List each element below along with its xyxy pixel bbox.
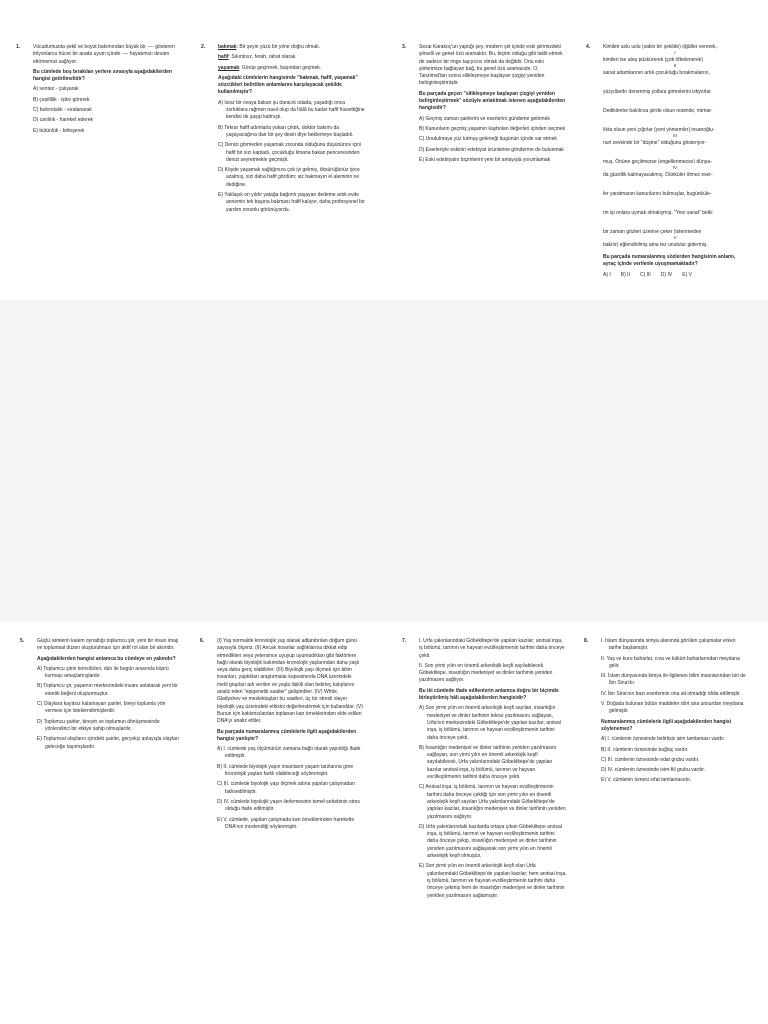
roman-numeral: III xyxy=(673,133,677,138)
numbered-sentences xyxy=(601,638,747,716)
question-number: 7. xyxy=(402,638,407,644)
option-d[interactable]: D) IV xyxy=(660,272,673,278)
question-stem: Bu cümlede boş bırakılan yerlere sırasıyla aşağıdakilerden hangisi getirilmelidir? xyxy=(33,68,172,83)
definition-word: yaşamak xyxy=(218,64,240,71)
question-stem: Bu parçada numaralanmış cümlelerle ilgili aşağıdakilerden hangisi yanlıştır? xyxy=(217,728,357,742)
definition-word: bakmak xyxy=(218,44,237,50)
question-stem: Bu parçada geçen "silikleşmeye başlayan çizgiyi yeniden belirginleştirmek" sözüyle anlatılmak istenen aşağıdakilerden hangisidir? xyxy=(419,90,566,112)
option-b[interactable]: B) II. cümlenin öznesinde bağlaç vardır. xyxy=(601,746,689,753)
question-number: 3. xyxy=(402,44,407,50)
answer-options xyxy=(603,272,747,279)
option-b[interactable]: B) II. cümlede biyolojik yaşın insanların yaşam tarzlarına göre kronolojik yaştan farklı olabileceği söylenmiştir. xyxy=(217,763,354,778)
answer-options xyxy=(218,100,366,214)
question-number: 4. xyxy=(586,44,591,50)
option-e[interactable]: E) V. cümlede, yapılan çalışmada kan örneklerinden hareketle DNA'nın incelendiği söylenmiştir. xyxy=(217,816,355,830)
option-e[interactable]: E) bütünlük - birleşerek xyxy=(33,127,85,134)
question-stem: Bu iki cümlede ifade edilenlerin anlamca doğru bir biçimde birleştirilmiş hâli aşağıdakilerden hangisidir? xyxy=(419,687,559,702)
question-stem: Aşağıdakilerden hangisi anlamca bu cümleye en yakındır? xyxy=(37,655,176,662)
option-d[interactable]: D) IV. cümlenin öznesinde isim-fiil grubu vardır. xyxy=(601,767,706,774)
option-d[interactable]: D) Eserleriyle eskinin edebiyat ürünlerine gönderme de bulunmak xyxy=(419,146,564,153)
definition-word: hafif xyxy=(218,54,229,61)
option-c[interactable]: C) farkındalık - sıralanarak xyxy=(33,107,92,114)
option-a[interactable]: A) Issız bir ovaya bakan şu daracık odada, yaşadığı onca zorluklara rağmen nasıl olup da hâlâ bu kadar hafif hissettiğine kendisi de şaşıp kalmıştı. xyxy=(218,99,365,121)
sentence-4: IV. İbn Sina'nın bazı eserlerinin ona ait olmadığı iddia edilmiştir. xyxy=(601,690,741,697)
sentence-3: III. İslam dünyasında kimya ile ilgilenen bilim insanlarından biri de İbn Sina'dır. xyxy=(601,673,746,687)
option-d[interactable]: D) canlılık - hareket ederek xyxy=(33,117,94,124)
option-a[interactable]: A) Geçmiş zaman şairlerini ve eserlerini gündeme getirmek xyxy=(419,115,550,122)
answer-options xyxy=(419,705,567,899)
answer-options xyxy=(601,736,747,784)
question-7 xyxy=(402,638,567,903)
question-2 xyxy=(201,44,366,217)
option-c[interactable]: C) Denizi görmeden yaşamak zorunda olduğunu düşününce içini hafif bir sızı kapladı, çocukluğu limana bakan penceresinden denizi seyretmekle geçmişti. xyxy=(218,142,362,163)
sentence-1: I. İslam dünyasında simya alanında görülen çalışmalar erken tarihe başlamıştır. xyxy=(601,638,736,652)
option-c[interactable]: C) III xyxy=(639,272,651,278)
option-d[interactable]: D) IV. cümlede biyolojik yaşın ilerlemesinin temel sebebinin stres olduğu ifade edilmiştir. xyxy=(217,798,360,813)
option-a[interactable]: A) Son yirmi yılın en önemli arkeolojik keşfi sayılan, insanlığın medeniyet ve dinler tarihinin tekrar yazılmasını sağlayan, Urfa'nın merkezindeki Göbeklitepe'de yapılan kazılar; anıtsal inşa, iş bölümü, tarımın ve hayvan evcilleştirmenin tarihini daha önceye çekti. xyxy=(419,705,561,741)
roman-numeral: I xyxy=(674,50,676,55)
passage: Kimileri uslu uslu (sakin bir şekilde) öğütler vererek, I kimileri ise ateş püskürerek (çok öfkelenerek) II sanat adamlarının artık çocukluğu bırakmalarını, yüzyıllardır denenmiş yollara girmelerini istiyorlar. Dediklerine bakılırsa şiirde olsun resimde, mimar- lıkta olsun yeni çığırlar (yeni yöntemler) insanoğlu- III nun zevkinde bir "düşme" olduğunu gösteriyor- muş. Önüne geçilmezse (engellenmezse) dünya- IV da güzellik kalmayacakmış. Dünküler ölmez eser- ler yaratmanın kanunlarını bulmuşlar, bugünküle- rin işi onlara uymak olmalıymış. "Yeni sanat" belki bir zaman gözleri üzerine çeker (istenmeden V bakılır) eğlendirilmiş ama tez unutulur gidermiş. xyxy=(603,44,747,249)
option-a[interactable]: A) I. cümlenin öznesinde belirtisiz isim tamlaması vardır. xyxy=(601,736,726,743)
option-d[interactable]: D) Köyde yaşamak sağlığınıza çok iyi gelmiş, öksürüğünüz iyice azalmış, sizi daha hafif gördüm; siz bakmayın el aleminin ne dediğine. xyxy=(218,167,360,188)
option-b[interactable]: B) II xyxy=(620,272,630,278)
option-e[interactable]: E) Eski edebiyatın biçimlerini yeni bir anlayışla yorumlamak xyxy=(419,156,551,163)
definition-2: hafif: Sıkıntısız, ferah, rahat olarak. xyxy=(218,54,297,61)
roman-numeral: V xyxy=(673,235,677,240)
answer-options xyxy=(217,746,363,831)
option-a[interactable]: A) Toplumcu şiirin temsilcileri, dün ile bugün arasında köprü kurmayı amaçlamışlardır. xyxy=(37,665,169,680)
question-text: Güçlü isimlerin kalem oynattığı toplumcu şiir, yeni bir insan imajı ve toplumsal düzen oluşturulması için aktif rol alan bir akımdır. xyxy=(37,638,179,652)
question-number: 6. xyxy=(200,638,205,644)
statement-1: I. Urfa yakınlarındaki Göbeklitepe'de yapılan kazılar; anıtsal inşa, iş bölümü, tarımın ve hayvan evcilleştirmenin tarihini daha önceye çekti. xyxy=(419,638,565,659)
option-c[interactable]: C) Olaylara kayıtsız kalamayan şairler, bireyi toplumla yön vermesi için isteklendirmişlerdir. xyxy=(37,701,166,715)
question-1 xyxy=(16,44,183,138)
question-number: 2. xyxy=(201,44,206,50)
sentence-2: II. Yaş ve kuru buharlar, cıva ve kükürt buharlarından meydana gelir. xyxy=(601,655,740,669)
answer-options xyxy=(33,86,183,134)
option-c[interactable]: C) III. cümlenin öznesinde edat grubu vardır. xyxy=(601,756,700,763)
option-c[interactable]: C) Anıtsal inşa, iş bölümü, tarımın ve hayvan evcilleştirmenin tarihini daha önceye çektiği için son yirmi yılın en önemli arkeolojik keşfi sayılan Urfa yakınlarındaki Göbeklitepe'de yapılan kazılar, insanlığın medeniyet ve dinler tarihinin yeniden yazılmasını sağlıyor. xyxy=(419,784,566,820)
statement-2: II. Son yirmi yılın en önemli arkeolojik keşfi sayılabilecek Göbeklitepe, insanlığın medeniyet ve dinler tarihinin yeniden yazılmasını sağlıyor. xyxy=(419,662,553,684)
question-text: Vücudumuzda şekil ve boyut bakımından büyük bir ---- gösteren trilyonlarca hücre bir arada uyum içinde ---- hayatımızı devam ettirmemizi sağlıyor. xyxy=(33,44,175,65)
question-stem: Numaralanmış cümlelerle ilgili aşağıdakilerden hangisi söylenemez? xyxy=(601,718,732,732)
option-a[interactable]: A) I xyxy=(603,272,611,278)
option-e[interactable]: E) Yaklaşık on yıldır yatağa bağımlı yaşayan dedeme artık evde annemin tek başına bakması hafif kalıyor, daha profesyonel bir yardım zorunlu görünüyordu. xyxy=(218,192,365,213)
question-8 xyxy=(584,638,747,788)
question-stem: Aşağıdaki cümlelerin hangisinde "bakmak, hafif, yaşamak" sözcükleri belirtilen anlamlarını karşılayacak şekilde kullanılmıştır? xyxy=(218,74,358,96)
question-text: Sezai Karakoç'un yaptığı şey, modern şiir içinde eski şiirimizdeki şiirselli ve genel özü aramaktır. Bu, biçimi olduğu gibi taklit etmek de sadece bir imge taşıyıcısı olmak da değildir. Onu eski şiirlerimize bağlayan bağ, bu genel özü aramasıdır. O, Tanzimat'tan sonra silikleşmeye başlayan çizgiyi yeniden belirginleştirmiştir. xyxy=(419,44,563,87)
question-text: (I) Yaş normalde kronolojik yaş olarak adlandırılan doğum günü sayısıyla ölçeriz. (II) Ancak insanlar sağlıklarına dikkat edip etmedikleri veya yetersince uyuyup uyumadıkları gibi faktörlere bağlı olarak biyolojik bakımdan kronolojik yaşlarından daha yaşlı veya daha genç olabilirler. (III) Biyolojik yaşı ölçmek için bilim insanları, yaptıkları araştırmalar kapsamında DNA üzerindeki metil grupları adı verilen ve yaşla ilişkili olan belirteç kalıplarını analiz eden "epigenetik saatler" geliştirdiler. (IV) White, Gladyshev ve meslektaşları bu saatleri, üç tür stresli olayın biyolojik yaş üzerindeki etkisini değerlendirmek için kullandılar. (V) Bunun için katılımcılardan toplanan kan örneklerinden elde edilen DNA'yı analiz ettiler. xyxy=(217,638,363,725)
question-6 xyxy=(200,638,363,834)
sentence-5: V. Doğada bulunan bütün maddeler dört ana unsurdan meydana gelmiştir. xyxy=(601,701,744,715)
question-3 xyxy=(402,44,567,167)
roman-numeral: II xyxy=(673,63,677,68)
option-d[interactable]: D) Toplumcu şairler, bireyin ve toplumun dönüşmesinde yönlendirici bir etkiye sahip olmuşlardır. xyxy=(37,718,160,732)
roman-numeral: IV xyxy=(672,165,678,170)
option-a[interactable]: A) I. cümlede yaş ölçümünün zamana bağlı olarak yapıldığı ifade edilmiştir. xyxy=(217,746,361,760)
definition-3: yaşamak: Görüp geçirmek, başından geçmek. xyxy=(218,64,322,71)
option-a[interactable]: A) sentez - çalışarak xyxy=(33,86,79,93)
option-c[interactable]: C) III. cümlede biyolojik yaşı ölçmek adına yapılan çalışmadan bahsedilmiştir. xyxy=(217,781,355,795)
option-b[interactable]: B) Tekrar hafif adımlarla yukarı çıktık, doktor bakımı da yaşayacağına dair bir şey desin diye beklemeye başladık. xyxy=(218,124,354,138)
question-number: 8. xyxy=(584,638,589,644)
option-e[interactable]: E) Son yirmi yılın en önemli arkeolojik keşfi olan Urfa yakınlarındaki Göbeklitepe'de yapılan kazılar; hem anıtsal inşa, iş bölümü, tarımın ve hayvan evcilleştirmenin tarihini daha önceye çekmiş hem de insanlığın medeniyet ve dinler tarihinin yeniden yazılmasını sağlamıştır. xyxy=(419,863,567,899)
option-d[interactable]: D) Urfa yakınlarındaki kazılarda ortaya çıkan Göbeklitepe anıtsal inşa, iş bölümü, tarımın ve hayvan evcilleştirmenin tarihini daha önceye çekip, insanlığın medeniyet ve dinler tarihinin yeniden yazılmasını sağlayarak son yirmi yılın en önemli arkeolojik keşfi olmuştur. xyxy=(419,823,562,860)
option-b[interactable]: B) Toplumcu şir, yaşamın merkezindeki insanı anlatarak yeni bir estetik beğeni oluşturmuştur. xyxy=(37,683,178,697)
option-b[interactable]: B) Kanunların geçmiş yaşamın kaybolan değerleri içinden seçmek xyxy=(419,125,566,132)
option-b[interactable]: B) çeşitlilik - işlev görerek xyxy=(33,96,90,103)
option-b[interactable]: B) İnsanlığın medeniyet ve dinler tarihinin yeniden yazılmasını sağlayan, son yirmi yılın en önemli arkeolojik keşfi sayılabilecek, Urfa yakınlarındaki Göbeklitepe'de yapılan kazılar anıtsal inşa, iş bölümü, tarımın ve hayvan evcilleştirmenin tarihini daha önceye çekti. xyxy=(419,744,557,781)
option-e[interactable]: E) V. cümlenin öznesi sıfat tamlamasıdır. xyxy=(601,777,692,784)
option-e[interactable]: E) Toplumsal olayların içindeki şairler, gerçekçi anlayışla olayları geleceğe taşımışlardır. xyxy=(37,736,179,750)
question-stem: Bu parçada numaralanmış sözlerden hangisinin anlamı, ayraç içinde verilenle uyuşmamaktadır? xyxy=(603,254,736,267)
option-e[interactable]: E) V xyxy=(682,272,692,278)
question-4 xyxy=(586,44,747,279)
answer-options xyxy=(37,666,183,751)
question-number: 5. xyxy=(20,638,25,644)
question-5 xyxy=(20,638,183,754)
option-c[interactable]: C) Unutulmaya yüz tutmuş geleneği bugünün içinde var etmek xyxy=(419,136,557,143)
question-number: 1. xyxy=(16,44,21,50)
answer-options xyxy=(419,116,567,164)
definition-1: bakmak: Bir şeyin yüzü bir yöne doğru olmak. xyxy=(218,44,320,50)
